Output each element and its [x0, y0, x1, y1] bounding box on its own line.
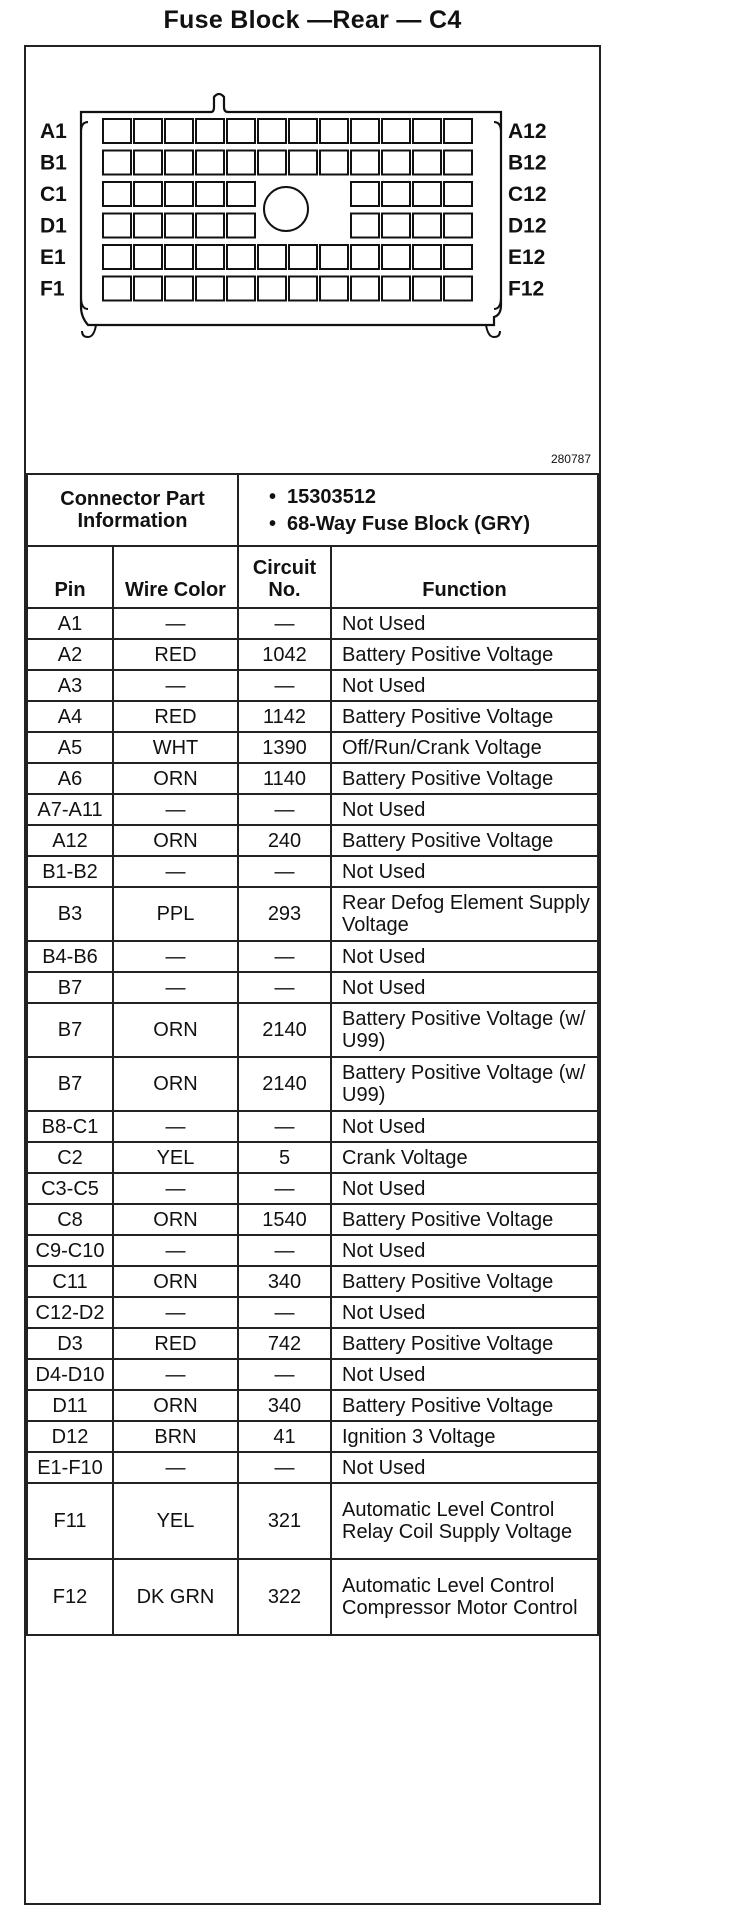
pin-cavity [196, 182, 224, 206]
connector-frame [24, 45, 601, 1905]
pin-cavity [320, 245, 348, 269]
pin-cavity [289, 245, 317, 269]
pin-cavity [351, 277, 379, 301]
circuit-cell: — [238, 670, 331, 701]
function-cell: Crank Voltage [331, 1142, 598, 1173]
pin-cavity [320, 151, 348, 175]
connector-part-info [238, 474, 598, 546]
pin-cell: D12 [27, 1421, 113, 1452]
pin-cavity [351, 245, 379, 269]
wire-color-cell: — [113, 1297, 238, 1328]
pin-cavity [413, 119, 441, 143]
pin-cell: B7 [27, 1057, 113, 1111]
table-row [27, 1173, 598, 1204]
connector-info-row [27, 474, 598, 546]
pin-cavity [227, 214, 255, 238]
row-label-left: D1 [40, 214, 67, 238]
pin-cavity [444, 119, 472, 143]
connector-part-number: • 15303512 [269, 486, 591, 508]
diagram-ref-number: 280787 [550, 452, 591, 466]
pin-cell: A3 [27, 670, 113, 701]
pin-cavity [413, 182, 441, 206]
wire-color-cell: BRN [113, 1421, 238, 1452]
wire-color-cell: ORN [113, 825, 238, 856]
header-wire-color: Wire Color [113, 546, 238, 608]
pin-cavity [165, 245, 193, 269]
pin-cavity [413, 214, 441, 238]
pin-cell: C2 [27, 1142, 113, 1173]
pin-cavity [444, 245, 472, 269]
table-row [27, 972, 598, 1003]
pin-cavity [413, 245, 441, 269]
pin-cavity [134, 214, 162, 238]
pin-cavity [227, 245, 255, 269]
pin-cell: D4-D10 [27, 1359, 113, 1390]
pin-cell: B7 [27, 972, 113, 1003]
wire-color-cell: YEL [113, 1142, 238, 1173]
wire-color-cell: PPL [113, 887, 238, 941]
pin-cell: F12 [27, 1559, 113, 1635]
table-header [27, 546, 598, 608]
pin-cavity [227, 277, 255, 301]
circuit-cell: — [238, 1235, 331, 1266]
table-row [27, 1559, 598, 1635]
pin-cavity [134, 119, 162, 143]
pin-cavity [227, 151, 255, 175]
table-row [27, 1235, 598, 1266]
pin-cavity [258, 119, 286, 143]
wire-color-cell: — [113, 1173, 238, 1204]
pin-cavity [444, 214, 472, 238]
pin-cavity [351, 214, 379, 238]
pin-cell: F11 [27, 1483, 113, 1559]
pin-cavity [103, 182, 131, 206]
function-cell: Battery Positive Voltage (w/ U99) [331, 1057, 598, 1111]
circuit-cell: 340 [238, 1390, 331, 1421]
wire-color-cell: — [113, 1359, 238, 1390]
pin-cavity [382, 119, 410, 143]
pin-cavity [382, 151, 410, 175]
table-row [27, 1142, 598, 1173]
table-row [27, 1359, 598, 1390]
table-row [27, 1328, 598, 1359]
wire-color-cell: ORN [113, 1003, 238, 1057]
row-label-left: F1 [40, 277, 65, 301]
pin-cavity [134, 151, 162, 175]
row-label-right: D12 [508, 214, 547, 238]
center-bolt [264, 187, 308, 231]
table-row [27, 941, 598, 972]
pin-cell: B4-B6 [27, 941, 113, 972]
function-cell: Battery Positive Voltage [331, 1328, 598, 1359]
pin-cavity [196, 119, 224, 143]
pin-cell: C9-C10 [27, 1235, 113, 1266]
pin-cavity [196, 277, 224, 301]
function-cell: Not Used [331, 972, 598, 1003]
row-label-left: B1 [40, 151, 67, 175]
function-cell: Rear Defog Element Supply Voltage [331, 887, 598, 941]
pin-cell: A4 [27, 701, 113, 732]
pin-cavity [103, 245, 131, 269]
table-row [27, 794, 598, 825]
wire-color-cell: ORN [113, 1204, 238, 1235]
pin-cavity [258, 277, 286, 301]
row-label-right: B12 [508, 151, 547, 175]
wire-color-cell: — [113, 856, 238, 887]
circuit-cell: 322 [238, 1559, 331, 1635]
function-cell: Battery Positive Voltage [331, 639, 598, 670]
pin-cell: D11 [27, 1390, 113, 1421]
pin-cell: B3 [27, 887, 113, 941]
circuit-cell: — [238, 941, 331, 972]
pin-cell: B1-B2 [27, 856, 113, 887]
pin-cavity [196, 151, 224, 175]
function-cell: Battery Positive Voltage [331, 1266, 598, 1297]
wire-color-cell: RED [113, 639, 238, 670]
pin-cell: B7 [27, 1003, 113, 1057]
pin-cell: A2 [27, 639, 113, 670]
circuit-cell: 340 [238, 1266, 331, 1297]
pin-cavity [444, 151, 472, 175]
function-cell: Battery Positive Voltage [331, 763, 598, 794]
pin-cavity [103, 151, 131, 175]
pin-cell: D3 [27, 1328, 113, 1359]
pin-cavity [289, 119, 317, 143]
latch-left [82, 325, 96, 337]
function-cell: Not Used [331, 941, 598, 972]
function-cell: Not Used [331, 1173, 598, 1204]
row-label-right: F12 [508, 277, 545, 301]
function-cell: Not Used [331, 1297, 598, 1328]
wire-color-cell: ORN [113, 1266, 238, 1297]
table-row [27, 1111, 598, 1142]
circuit-cell: — [238, 794, 331, 825]
wire-color-cell: RED [113, 1328, 238, 1359]
wire-color-cell: — [113, 670, 238, 701]
pin-cell: C8 [27, 1204, 113, 1235]
wire-color-cell: ORN [113, 1057, 238, 1111]
function-cell: Not Used [331, 1359, 598, 1390]
wire-color-cell: RED [113, 701, 238, 732]
function-cell: Not Used [331, 1452, 598, 1483]
pin-cell: E1-F10 [27, 1452, 113, 1483]
row-label-left: E1 [40, 246, 66, 269]
circuit-cell: — [238, 1173, 331, 1204]
pin-cavity [289, 151, 317, 175]
pin-cavity [289, 277, 317, 301]
function-cell: Battery Positive Voltage [331, 825, 598, 856]
pin-cavity [258, 151, 286, 175]
pin-cavity [103, 214, 131, 238]
function-cell: Battery Positive Voltage (w/ U99) [331, 1003, 598, 1057]
pin-cavity [351, 182, 379, 206]
circuit-cell: 1042 [238, 639, 331, 670]
table-row [27, 1057, 598, 1111]
table-row [27, 856, 598, 887]
circuit-cell: 2140 [238, 1003, 331, 1057]
circuit-cell: — [238, 1359, 331, 1390]
pin-cavity [196, 214, 224, 238]
pin-cavity [413, 151, 441, 175]
circuit-cell: 41 [238, 1421, 331, 1452]
function-cell: Automatic Level Control Relay Coil Supply Voltage [331, 1483, 598, 1559]
circuit-cell: 1140 [238, 763, 331, 794]
pin-cavity [382, 277, 410, 301]
circuit-cell: 321 [238, 1483, 331, 1559]
table-row [27, 887, 598, 941]
table-row [27, 1266, 598, 1297]
connector-diagram [26, 47, 599, 474]
table-row [27, 763, 598, 794]
pin-cavity [351, 119, 379, 143]
pin-cavity [444, 277, 472, 301]
circuit-cell: 240 [238, 825, 331, 856]
circuit-cell: — [238, 1297, 331, 1328]
connector-part-label: Connector Part Information [27, 474, 238, 546]
function-cell: Not Used [331, 670, 598, 701]
function-cell: Ignition 3 Voltage [331, 1421, 598, 1452]
table-row [27, 1003, 598, 1057]
header-pin: Pin [27, 546, 113, 608]
function-cell: Not Used [331, 608, 598, 639]
pin-cell: C11 [27, 1266, 113, 1297]
row-label-left: A1 [40, 120, 67, 143]
pin-cavity [165, 182, 193, 206]
pin-cell: A1 [27, 608, 113, 639]
row-label-right: C12 [508, 183, 547, 206]
table-row [27, 608, 598, 639]
function-cell: Battery Positive Voltage [331, 701, 598, 732]
pin-cavity [320, 277, 348, 301]
pin-cavity [382, 214, 410, 238]
circuit-cell: — [238, 856, 331, 887]
connector-description: • 68-Way Fuse Block (GRY) [269, 513, 591, 535]
wire-color-cell: YEL [113, 1483, 238, 1559]
function-cell: Not Used [331, 856, 598, 887]
table-row [27, 701, 598, 732]
pin-cell: A12 [27, 825, 113, 856]
pin-cell: A5 [27, 732, 113, 763]
wire-color-cell: WHT [113, 732, 238, 763]
pin-cavity [382, 245, 410, 269]
function-cell: Battery Positive Voltage [331, 1204, 598, 1235]
pin-cavity [320, 119, 348, 143]
table-row [27, 670, 598, 701]
circuit-cell: 2140 [238, 1057, 331, 1111]
table-row [27, 639, 598, 670]
table-row [27, 1390, 598, 1421]
pin-cavity [165, 214, 193, 238]
table-row [27, 825, 598, 856]
wire-color-cell: — [113, 608, 238, 639]
circuit-cell: 5 [238, 1142, 331, 1173]
pin-cavity [165, 119, 193, 143]
circuit-cell: — [238, 972, 331, 1003]
pin-cell: C12-D2 [27, 1297, 113, 1328]
function-cell: Not Used [331, 1235, 598, 1266]
table-row [27, 1204, 598, 1235]
table-row [27, 1421, 598, 1452]
pin-cavity [134, 277, 162, 301]
pin-cavity [196, 245, 224, 269]
function-cell: Not Used [331, 1111, 598, 1142]
circuit-cell: 742 [238, 1328, 331, 1359]
wire-color-cell: ORN [113, 763, 238, 794]
circuit-cell: — [238, 608, 331, 639]
function-cell: Automatic Level Control Compressor Motor Control [331, 1559, 598, 1635]
circuit-cell: 1540 [238, 1204, 331, 1235]
pin-cavity [382, 182, 410, 206]
pin-cell: A6 [27, 763, 113, 794]
function-cell: Battery Positive Voltage [331, 1390, 598, 1421]
pin-cavity [165, 151, 193, 175]
wire-color-cell: — [113, 1452, 238, 1483]
table-row [27, 732, 598, 763]
function-cell: Not Used [331, 794, 598, 825]
row-label-right: E12 [508, 246, 546, 269]
circuit-cell: 1142 [238, 701, 331, 732]
pin-cavity [134, 182, 162, 206]
pin-cell: B8-C1 [27, 1111, 113, 1142]
wire-color-cell: — [113, 794, 238, 825]
wire-color-cell: ORN [113, 1390, 238, 1421]
wire-color-cell: — [113, 972, 238, 1003]
page-title: Fuse Block —Rear — C4 [163, 6, 462, 34]
wire-color-cell: — [113, 941, 238, 972]
header-function: Function [331, 546, 598, 608]
wire-color-cell: — [113, 1111, 238, 1142]
pin-cavity [351, 151, 379, 175]
pin-cavity [258, 245, 286, 269]
circuit-cell: — [238, 1452, 331, 1483]
table-row [27, 1483, 598, 1559]
pinout-table [26, 473, 599, 1636]
circuit-cell: 1390 [238, 732, 331, 763]
row-label-left: C1 [40, 183, 67, 206]
pin-cavity [413, 277, 441, 301]
table-row [27, 1297, 598, 1328]
header-circuit-no: Circuit No. [238, 546, 331, 608]
row-label-right: A12 [508, 120, 547, 143]
pin-cell: C3-C5 [27, 1173, 113, 1204]
pin-cavity [227, 182, 255, 206]
function-cell: Off/Run/Crank Voltage [331, 732, 598, 763]
latch-right [486, 325, 500, 337]
pin-cavity [227, 119, 255, 143]
pin-cavity [103, 277, 131, 301]
circuit-cell: — [238, 1111, 331, 1142]
table-row [27, 1452, 598, 1483]
pin-cell: A7-A11 [27, 794, 113, 825]
pin-cavity [165, 277, 193, 301]
pin-cavity [444, 182, 472, 206]
wire-color-cell: — [113, 1235, 238, 1266]
wire-color-cell: DK GRN [113, 1559, 238, 1635]
pin-cavity [134, 245, 162, 269]
circuit-cell: 293 [238, 887, 331, 941]
pin-cavity [103, 119, 131, 143]
